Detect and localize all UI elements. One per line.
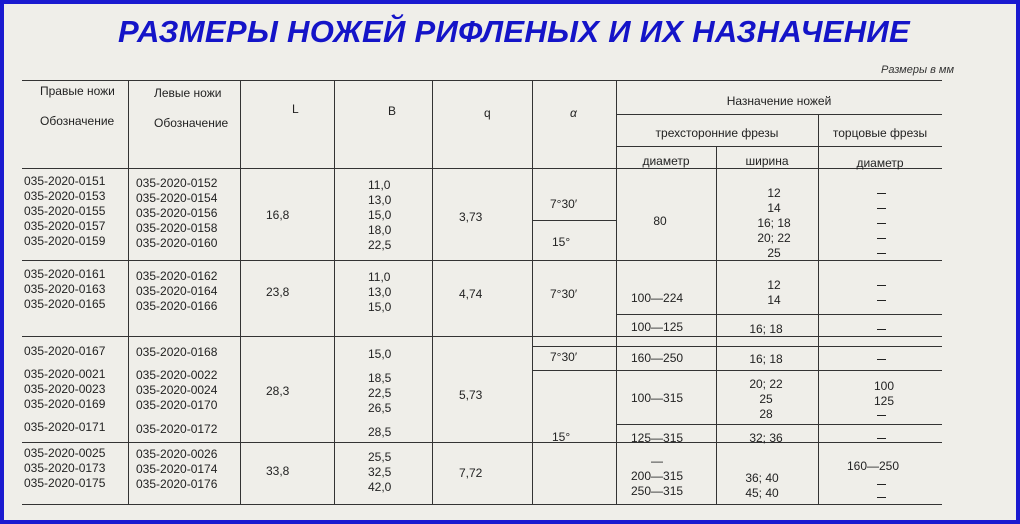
right-code: 035-2020-0023 (24, 382, 106, 396)
header-line-purpose (616, 114, 942, 115)
face-diameter-value: 160—250 (846, 459, 900, 473)
dash (877, 438, 886, 439)
diameter-value: 125—315 (631, 431, 684, 445)
right-code: 035-2020-0163 (24, 282, 106, 296)
units-note: Размеры в мм (880, 64, 954, 76)
alpha-value: 7°30′ (550, 197, 578, 211)
left-code: 035-2020-0166 (136, 299, 218, 313)
right-code: 035-2020-0161 (24, 267, 106, 281)
col-line-2 (240, 80, 241, 504)
col-line-8 (818, 114, 819, 504)
diameter-value: 100—224 (631, 291, 684, 305)
alpha-split-1 (532, 220, 616, 221)
width-value: 45; 40 (745, 486, 779, 500)
dash (877, 497, 886, 498)
right-code: 035-2020-0025 (24, 446, 106, 460)
face-diameter-value: 125 (874, 394, 895, 408)
alpha-split-3 (532, 370, 942, 371)
right-code: 035-2020-0157 (24, 219, 106, 233)
width-value: 12 (767, 278, 781, 292)
right-code: 035-2020-0021 (24, 367, 106, 381)
dash (877, 300, 886, 301)
group-separator-2 (22, 336, 942, 337)
diameter-value: 200—315 (631, 469, 684, 483)
left-code: 035-2020-0022 (136, 368, 218, 382)
alpha-value: 7°30′ (550, 350, 578, 364)
header-q: q (484, 106, 491, 120)
width-value: 25 (759, 392, 773, 406)
q-value: 4,74 (459, 287, 483, 301)
right-code: 035-2020-0173 (24, 461, 106, 475)
B-value: 25,5 (368, 450, 392, 464)
B-value: 15,0 (368, 300, 392, 314)
diameter-value: 160—250 (631, 351, 684, 365)
header-L: L (292, 102, 299, 116)
header-designation-right: Обозначение (40, 114, 115, 128)
purpose-split-1 (616, 314, 942, 315)
alpha-value: 15° (552, 430, 571, 444)
width-value: 16; 18 (757, 216, 791, 230)
header-face: торцовые фрезы (832, 126, 928, 140)
right-code: 035-2020-0155 (24, 204, 106, 218)
width-value: 28 (759, 407, 773, 421)
header-B: B (388, 104, 397, 118)
dash (877, 415, 886, 416)
L-value: 23,8 (266, 285, 290, 299)
col-line-1 (128, 80, 129, 504)
right-code: 035-2020-0165 (24, 297, 106, 311)
width-value: 16; 18 (749, 322, 783, 336)
left-code: 035-2020-0024 (136, 383, 218, 397)
alpha-value: 7°30′ (550, 287, 578, 301)
width-value: 25 (767, 246, 781, 260)
L-value: 28,3 (266, 384, 290, 398)
left-code: 035-2020-0158 (136, 221, 218, 235)
header-bottom-border (22, 168, 942, 169)
col-line-3 (334, 80, 335, 504)
B-value: 15,0 (368, 208, 392, 222)
dash (877, 253, 886, 254)
alpha-split-2 (532, 346, 942, 347)
right-code: 035-2020-0169 (24, 397, 106, 411)
left-code: 035-2020-0156 (136, 206, 218, 220)
B-value: 11,0 (368, 178, 391, 192)
header-purpose: Назначение ножей (726, 94, 832, 108)
left-code: 035-2020-0026 (136, 447, 218, 461)
right-code: 035-2020-0151 (24, 174, 106, 188)
right-code: 035-2020-0159 (24, 234, 106, 248)
width-value: 14 (767, 293, 781, 307)
col-line-4 (432, 80, 433, 504)
header-diameter-2: диаметр (856, 156, 904, 170)
width-value: 20; 22 (757, 231, 791, 245)
dash (877, 208, 886, 209)
width-value: 12 (767, 186, 781, 200)
B-value: 26,5 (368, 401, 392, 415)
diameter-value: 80 (653, 214, 667, 228)
width-value: 16; 18 (749, 352, 783, 366)
header-alpha: α (570, 106, 577, 120)
header-designation-left: Обозначение (154, 116, 229, 130)
width-value: 14 (767, 201, 781, 215)
q-value: 3,73 (459, 210, 483, 224)
dash (877, 223, 886, 224)
B-value: 18,5 (368, 371, 392, 385)
right-code: 035-2020-0171 (24, 420, 106, 434)
L-value: 16,8 (266, 208, 290, 222)
dash (877, 285, 886, 286)
header-left-knives: Левые ножи (154, 86, 222, 100)
alpha-value: 15° (552, 235, 571, 249)
left-code: 035-2020-0162 (136, 269, 218, 283)
width-value: 20; 22 (749, 377, 783, 391)
B-value: 28,5 (368, 425, 392, 439)
B-value: 15,0 (368, 347, 392, 361)
left-code: 035-2020-0168 (136, 345, 218, 359)
header-diameter-1: диаметр (642, 154, 690, 168)
dash (877, 484, 886, 485)
page-title: РАЗМЕРЫ НОЖЕЙ РИФЛЕНЫХ И ИХ НАЗНАЧЕНИЕ (118, 14, 910, 49)
diameter-value: 100—125 (631, 320, 684, 334)
right-code: 035-2020-0167 (24, 344, 106, 358)
dash (877, 238, 886, 239)
header-line-sub (616, 146, 942, 147)
B-value: 22,5 (368, 386, 392, 400)
B-value: 18,0 (368, 223, 392, 237)
B-value: 13,0 (368, 193, 392, 207)
width-value: 36; 40 (745, 471, 779, 485)
group-separator-1 (22, 260, 942, 261)
header-three-sided: трехсторонние фрезы (655, 126, 779, 140)
left-code: 035-2020-0164 (136, 284, 218, 298)
right-code: 035-2020-0175 (24, 476, 106, 490)
left-code: 035-2020-0160 (136, 236, 218, 250)
left-code: 035-2020-0170 (136, 398, 218, 412)
left-code: 035-2020-0174 (136, 462, 218, 476)
right-code: 035-2020-0153 (24, 189, 106, 203)
B-value: 42,0 (368, 480, 392, 494)
B-value: 13,0 (368, 285, 392, 299)
table-top-border (22, 80, 942, 81)
B-value: 22,5 (368, 238, 392, 252)
header-width: ширина (745, 154, 789, 168)
q-value: 7,72 (459, 466, 483, 480)
B-value: 32,5 (368, 465, 392, 479)
width-value: 32; 36 (749, 431, 783, 445)
col-line-5 (532, 80, 533, 504)
purpose-split-2 (616, 424, 942, 425)
left-code: 035-2020-0154 (136, 191, 218, 205)
left-code: 035-2020-0176 (136, 477, 218, 491)
diameter-value: 100—315 (631, 391, 684, 405)
left-code: 035-2020-0152 (136, 176, 218, 190)
face-diameter-value: 100 (874, 379, 895, 393)
dash (877, 193, 886, 194)
left-code: 035-2020-0172 (136, 422, 218, 436)
diameter-value: — (651, 454, 663, 468)
header-right-knives: Правые ножи (40, 84, 115, 98)
dash (877, 359, 886, 360)
table-bottom-border (22, 504, 942, 505)
B-value: 11,0 (368, 270, 391, 284)
q-value: 5,73 (459, 388, 483, 402)
col-line-6 (616, 80, 617, 504)
L-value: 33,8 (266, 464, 290, 478)
diameter-value: 250—315 (631, 484, 684, 498)
dash (877, 329, 886, 330)
